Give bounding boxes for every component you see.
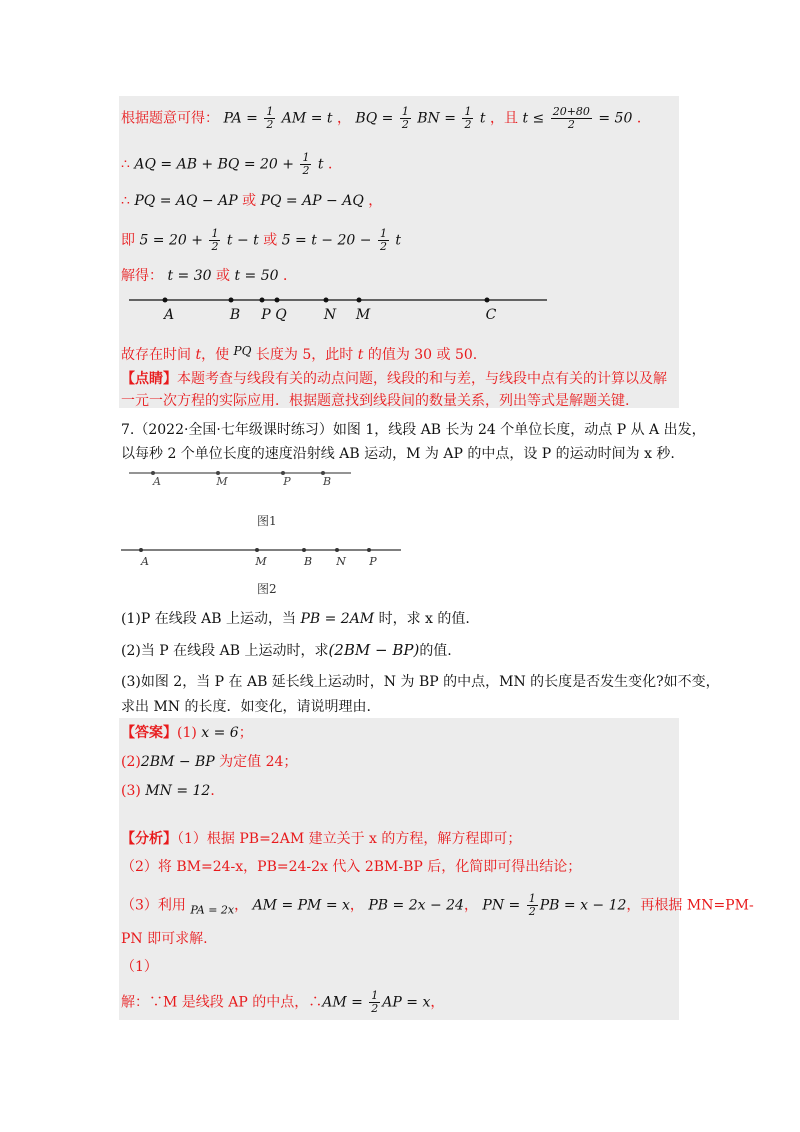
math-expr: PB = 2x − 24 xyxy=(368,897,464,914)
text: PN 即可求解. xyxy=(121,931,208,947)
point-q-label: Q xyxy=(275,307,287,323)
text: (1)P 在线段 AB 上运动，当 xyxy=(121,611,301,627)
text: ， xyxy=(336,110,351,127)
text: (1) xyxy=(177,725,202,741)
frac-den: 2 xyxy=(401,118,409,131)
text: ． xyxy=(210,783,225,799)
answer-line-3 xyxy=(121,781,224,801)
math-expr: MN = 12 xyxy=(145,783,211,799)
figure-2 xyxy=(119,542,409,572)
problem7-line-2 xyxy=(121,444,675,464)
text: ， xyxy=(430,994,445,1011)
point-p-label: P xyxy=(369,555,377,568)
analysis-line-1 xyxy=(121,829,521,849)
figure-1-caption: 图1 xyxy=(257,514,277,528)
math-expr: (2BM − BP) xyxy=(328,641,420,659)
frac-den: 2 xyxy=(567,118,575,131)
point-b-dot xyxy=(229,298,234,303)
math-expr: PB = x − 12 xyxy=(539,897,627,914)
point-b-label: B xyxy=(229,307,241,323)
point-a-dot xyxy=(163,298,168,303)
text: 一元一次方程的实际应用．根据题意找到线段间的数量关系，列出等式是解题关键. xyxy=(121,393,630,409)
math-expr: BQ = xyxy=(355,110,398,127)
frac-den: 2 xyxy=(211,240,219,253)
answer-line-1 xyxy=(121,723,253,743)
text: ，使 xyxy=(201,347,234,363)
text: 长度为 5，此时 xyxy=(251,347,358,363)
point-a-label: A xyxy=(153,475,161,488)
frac-num: 20+80 xyxy=(552,105,590,118)
text: （2）将 BM=24-x，PB=24-2x 代入 2BM-BP 后，化简即可得出结论； xyxy=(121,859,582,875)
math-expr: PN = xyxy=(482,897,525,914)
text: ∴ xyxy=(121,156,135,173)
frac-num: 1 xyxy=(211,227,219,240)
fraction xyxy=(527,893,538,918)
fraction xyxy=(264,106,275,131)
text: ， xyxy=(463,897,478,914)
point-n-label: N xyxy=(323,307,337,323)
math-expr: t xyxy=(395,232,402,249)
point-p-label: P xyxy=(283,475,291,488)
text: 解得： xyxy=(121,268,163,284)
text: ， xyxy=(349,897,364,914)
math-expr: t xyxy=(479,110,486,127)
fraction xyxy=(209,228,220,253)
frac-den: 2 xyxy=(379,240,387,253)
frac-num: 1 xyxy=(302,151,310,164)
frac-num: 1 xyxy=(528,892,536,905)
math-expr: t − t xyxy=(226,232,259,249)
math-expr: t = 50 xyxy=(234,268,279,284)
math-expr: 5 = 20 + xyxy=(139,232,208,249)
question-3-line-1 xyxy=(121,672,720,692)
math-expr: t = 30 xyxy=(167,268,212,284)
frac-den: 2 xyxy=(266,118,274,131)
text: ． xyxy=(636,110,651,127)
solution-line-2 xyxy=(121,152,342,177)
text: ． xyxy=(328,156,342,173)
text: 时，求 x 的值. xyxy=(374,611,470,627)
point-m-label: M xyxy=(355,307,371,323)
math-expr: t xyxy=(195,347,202,363)
text: 为定值 24； xyxy=(214,754,298,770)
solution-line-3 xyxy=(121,191,382,211)
analysis-line-6 xyxy=(121,990,444,1015)
analysis-line-3 xyxy=(121,893,754,921)
frac-den: 2 xyxy=(528,905,536,918)
frac-num: 1 xyxy=(401,105,409,118)
math-expr: t ≤ xyxy=(522,110,549,127)
text: 故存在时间 xyxy=(121,347,196,363)
figure-1 xyxy=(119,468,359,494)
point-n-dot xyxy=(324,298,329,303)
analysis-line-2 xyxy=(121,857,581,877)
point-c-dot xyxy=(485,298,490,303)
math-expr: 2BM − BP xyxy=(140,754,215,770)
text: ，且 xyxy=(489,110,518,127)
frac-num: 1 xyxy=(464,105,472,118)
math-expr: t xyxy=(317,156,324,173)
text: 求出 MN 的长度．如变化，请说明理由. xyxy=(121,699,371,715)
answer-line-2 xyxy=(121,752,297,772)
point-p-dot xyxy=(367,548,371,552)
fraction xyxy=(300,152,311,177)
analysis-label: 【分析】 xyxy=(121,831,177,847)
math-expr: PA = 2x xyxy=(190,903,235,917)
question-2 xyxy=(121,640,452,661)
analysis-line-4 xyxy=(121,929,208,949)
math-expr: PQ = AP − AQ xyxy=(260,193,364,209)
fraction xyxy=(551,106,592,131)
text: (2)当 P 在线段 AB 上运动时，求 xyxy=(121,643,329,659)
text: 或 xyxy=(215,268,230,284)
solution-line-4 xyxy=(121,228,401,253)
point-m-label: M xyxy=(255,555,267,568)
math-expr: PA = xyxy=(223,110,263,127)
text: 以每秒 2 个单位长度的速度沿射线 AB 运动，M 为 AP 的中点，设 P 的运动时间为 x 秒. xyxy=(121,446,675,462)
frac-den: 2 xyxy=(371,1002,379,1015)
math-expr: AM = t xyxy=(281,110,333,127)
fraction xyxy=(378,228,389,253)
point-b-dot xyxy=(302,548,306,552)
frac-den: 2 xyxy=(302,164,310,177)
math-expr: = 50 xyxy=(598,110,633,127)
point-q-dot xyxy=(275,298,280,303)
text: 本题考查与线段有关的动点问题，线段的和与差，与线段中点有关的计算以及解 xyxy=(177,371,667,387)
point-m-dot xyxy=(255,548,259,552)
text: 的值为 30 或 50. xyxy=(363,347,478,363)
frac-num: 1 xyxy=(371,989,379,1002)
text: 即 xyxy=(121,232,135,249)
point-a-dot xyxy=(139,548,143,552)
point-a-label: A xyxy=(163,307,175,323)
text: （1） xyxy=(121,959,158,975)
number-line-figure-top xyxy=(119,290,559,330)
question-1 xyxy=(121,609,470,629)
question-3-line-2 xyxy=(121,697,371,717)
math-expr: 5 = t − 20 − xyxy=(281,232,376,249)
text: ，再根据 MN=PM- xyxy=(626,897,754,914)
text: (3) xyxy=(121,783,146,799)
solution-line-1 xyxy=(121,106,651,131)
math-expr: AQ = AB + BQ = 20 + xyxy=(134,156,299,173)
problem7-line-1 xyxy=(121,420,706,440)
solution-line-5 xyxy=(121,266,297,286)
point-b-label: B xyxy=(303,555,313,568)
point-m-dot xyxy=(357,298,362,303)
point-a-label: A xyxy=(141,555,149,568)
text: (3)如图 2，当 P 在 AB 延长线上运动时，N 为 BP 的中点，MN 的长度是否发生变化?如不变， xyxy=(121,674,720,690)
text: 或 xyxy=(263,232,278,249)
point-p-dot xyxy=(260,298,265,303)
text: 7.（2022·全国·七年级课时练习）如图 1，线段 AB 长为 24 个单位长度，动点 P 从 A 出发， xyxy=(121,422,706,438)
answer-label: 【答案】 xyxy=(121,725,177,741)
text: （1）根据 PB=2AM 建立关于 x 的方程，解方程即可； xyxy=(177,831,522,847)
point-p-label: P xyxy=(261,307,271,323)
text: ． xyxy=(282,268,297,284)
math-expr: PB = 2AM xyxy=(300,611,375,627)
math-expr: t xyxy=(357,347,364,363)
figure-2-caption: 图2 xyxy=(257,582,277,596)
comment-label: 【点睛】 xyxy=(121,371,177,387)
math-expr: PQ xyxy=(233,344,252,358)
point-n-dot xyxy=(335,548,339,552)
text: 解：∵M 是线段 AP 的中点，∴ xyxy=(121,994,323,1011)
math-expr: PQ = AQ − AP xyxy=(134,193,238,209)
text: 的值. xyxy=(419,643,452,659)
analysis-line-5 xyxy=(121,957,158,977)
point-b-label: B xyxy=(322,475,332,488)
text: (2) xyxy=(121,754,141,770)
frac-num: 1 xyxy=(379,227,387,240)
math-expr: BN = xyxy=(417,110,461,127)
math-expr: x = 6 xyxy=(201,725,239,741)
fraction xyxy=(462,106,473,131)
math-expr: AM = xyxy=(322,994,368,1011)
point-m-label: M xyxy=(216,475,228,488)
text: ∴ xyxy=(121,193,135,209)
comment-line-2 xyxy=(121,391,629,411)
point-n-label: N xyxy=(336,555,346,568)
comment-line-1 xyxy=(121,369,667,389)
math-expr: AM = PM = x xyxy=(252,897,350,914)
text: （3）利用 xyxy=(121,897,191,914)
frac-num: 1 xyxy=(266,105,274,118)
text: ， xyxy=(368,193,383,209)
frac-den: 2 xyxy=(464,118,472,131)
conclusion-line xyxy=(121,341,477,365)
fraction xyxy=(369,990,380,1015)
point-c-label: C xyxy=(485,307,497,323)
text: 或 xyxy=(242,193,257,209)
text: ， xyxy=(234,897,249,914)
text: ； xyxy=(238,725,253,741)
fraction xyxy=(400,106,411,131)
math-expr: AP = x xyxy=(382,994,431,1011)
text: 根据题意可得： xyxy=(121,110,219,127)
